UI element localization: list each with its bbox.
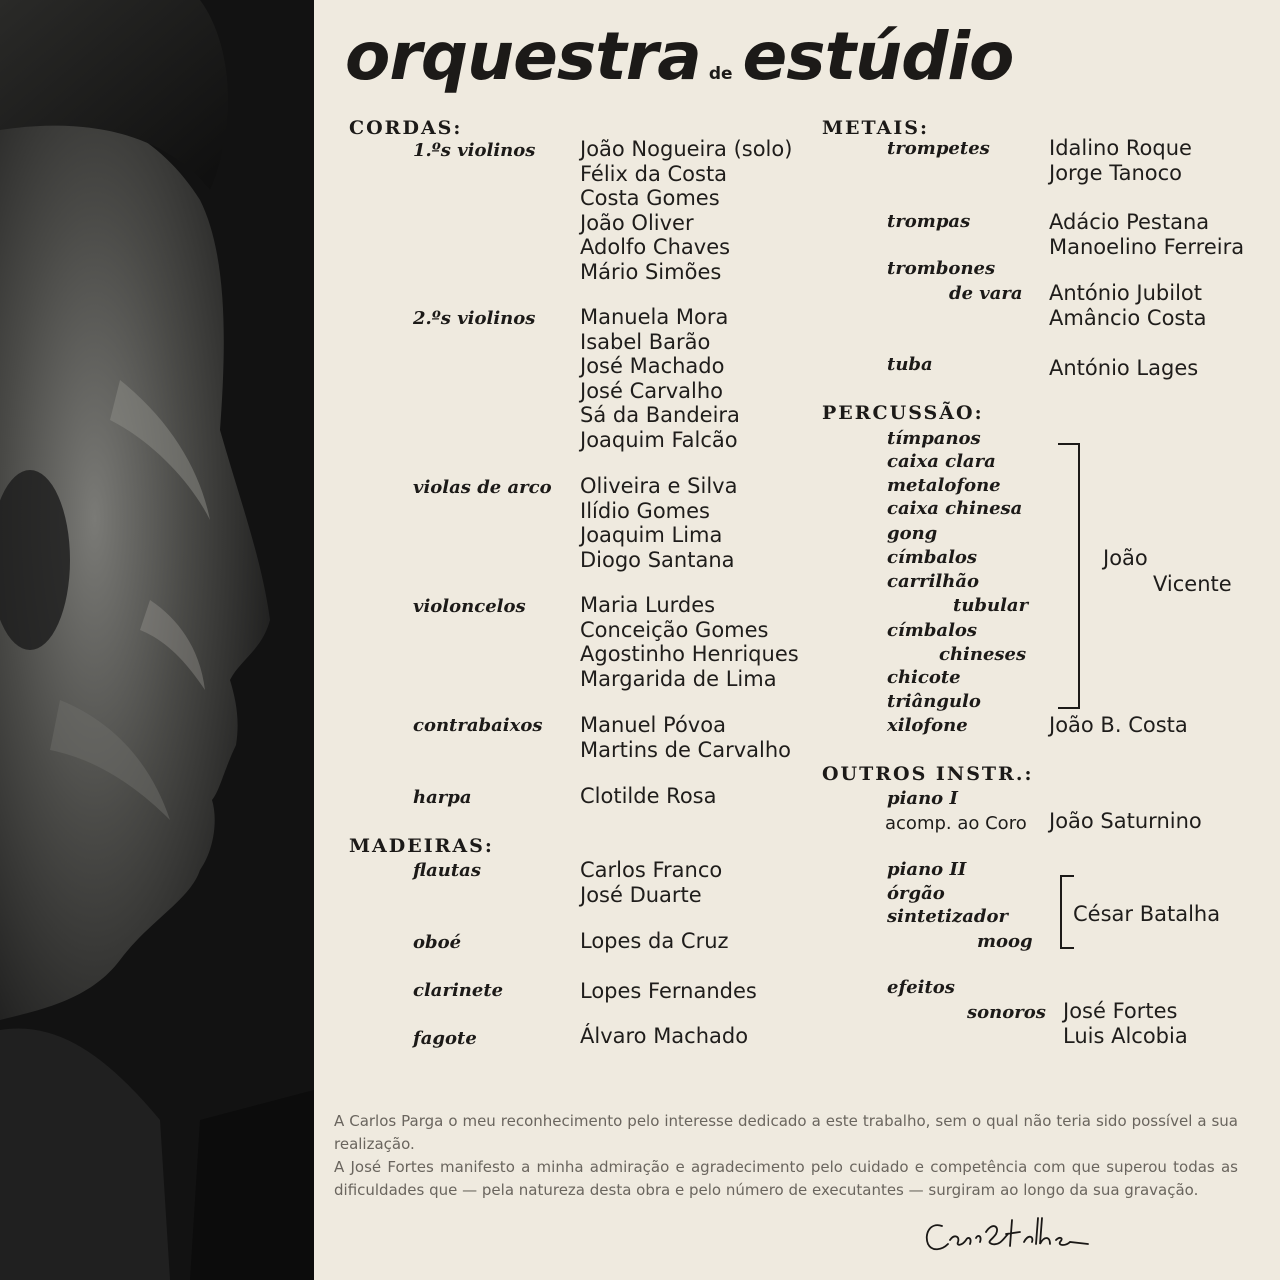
list-item: Diogo Santana — [580, 547, 735, 572]
names-violinos-1 — [580, 137, 792, 285]
profile-photo-art — [0, 0, 314, 1280]
percussion-item: tubular — [953, 595, 1029, 616]
percussion-player-first: João — [1103, 546, 1148, 570]
profile-photo — [0, 0, 314, 1280]
list-item: Isabel Barão — [580, 329, 711, 354]
list-item: Joaquim Lima — [580, 523, 723, 548]
names-efeitos — [1063, 999, 1188, 1048]
instrument-violas-de-arco: violas de arco — [413, 477, 552, 498]
list-item: Adolfo Chaves — [580, 235, 731, 260]
list-item: Costa Gomes — [580, 186, 720, 211]
list-item: Lopes Fernandes — [580, 979, 757, 1003]
list-item: Conceição Gomes — [580, 617, 769, 642]
list-item: Carlos Franco — [580, 858, 723, 882]
percussion-item: caixa clara — [887, 451, 996, 472]
list-item: Adácio Pestana — [1049, 210, 1210, 234]
instrument-contrabaixos: contrabaixos — [413, 715, 543, 736]
percussion-item: caixa chinesa — [887, 498, 1023, 519]
list-item: Ilídio Gomes — [580, 498, 710, 523]
title-word-estudio: estúdio — [742, 18, 1014, 95]
list-item: Amâncio Costa — [1049, 305, 1207, 330]
names-violas-de-arco — [580, 474, 737, 572]
percussion-item: triângulo — [887, 691, 981, 712]
keyboard-item: sintetizador — [887, 906, 1008, 927]
title-word-orquestra: orquestra — [345, 18, 701, 95]
names-trompas — [1049, 210, 1244, 259]
percussion-item: címbalos — [887, 547, 978, 568]
percussion-item: metalofone — [887, 475, 1001, 496]
acknowledgement-paragraph: A Carlos Parga o meu reconhecimento pelo interesse dedicado a este trabalho, sem o qual não teria sido possível a sua realização. — [334, 1112, 1238, 1153]
percussion-item: címbalos — [887, 620, 978, 641]
list-item: António Jubilot — [1049, 281, 1203, 305]
instrument-violoncelos: violoncelos — [413, 596, 526, 617]
instrument-violinos-2: 2.ºs violinos — [413, 308, 536, 329]
acknowledgements — [334, 1110, 1238, 1202]
list-item: José Machado — [580, 354, 725, 379]
section-madeiras: MADEIRAS: — [349, 835, 494, 857]
instrument-harpa: harpa — [413, 787, 472, 808]
list-item: João Nogueira (solo) — [580, 137, 793, 161]
names-clarinete — [580, 979, 757, 1004]
signature-scribble — [920, 1212, 1090, 1262]
list-item: Jorge Tanoco — [1049, 160, 1183, 185]
instrument-tuba: tuba — [887, 354, 933, 375]
percussion-item: carrilhão — [887, 571, 980, 592]
list-item: Félix da Costa — [580, 161, 728, 186]
names-violinos-2 — [580, 305, 740, 453]
instrument-sonoros: sonoros — [967, 1002, 1046, 1023]
instrument-piano-1-sub: acomp. ao Coro — [885, 813, 1027, 834]
keyboard-item: piano II — [887, 859, 967, 880]
keyboard-bracket — [1060, 875, 1074, 949]
list-item: Sá da Bandeira — [580, 403, 740, 428]
list-item: Manuel Póvoa — [580, 713, 726, 737]
instrument-trompetes: trompetes — [887, 138, 990, 159]
instrument-piano-1: piano I — [887, 788, 958, 809]
list-item: José Fortes — [1063, 999, 1178, 1023]
names-oboe — [580, 929, 729, 954]
list-item: Manoelino Ferreira — [1049, 234, 1245, 259]
instrument-clarinete: clarinete — [413, 980, 504, 1001]
list-item: João Oliver — [580, 210, 694, 235]
names-fagote — [580, 1024, 748, 1049]
keyboard-item: moog — [977, 931, 1033, 952]
signature — [920, 1212, 1090, 1266]
list-item: Idalino Roque — [1049, 136, 1192, 160]
list-item: Agostinho Henriques — [580, 642, 799, 667]
list-item: Manuela Mora — [580, 305, 729, 329]
instrument-de-vara: de vara — [949, 283, 1023, 304]
list-item: Oliveira e Silva — [580, 474, 738, 498]
names-trompetes — [1049, 136, 1192, 185]
percussion-player-last: Vicente — [1153, 572, 1232, 596]
list-item: Martins de Carvalho — [580, 737, 791, 762]
names-harpa — [580, 784, 716, 809]
instrument-trombones: trombones — [887, 258, 996, 279]
names-violoncelos — [580, 593, 799, 691]
percussion-item: chineses — [939, 644, 1027, 665]
list-item: José Carvalho — [580, 378, 724, 403]
section-metais: METAIS: — [822, 117, 929, 139]
list-item: Lopes da Cruz — [580, 929, 729, 953]
list-item: António Lages — [1049, 356, 1199, 380]
list-item: Clotilde Rosa — [580, 784, 717, 808]
instrument-efeitos: efeitos — [887, 977, 955, 998]
name-piano-1: João Saturnino — [1049, 809, 1202, 833]
name-xilofone: João B. Costa — [1049, 713, 1188, 737]
names-tuba — [1049, 356, 1198, 381]
instrument-xilofone: xilofone — [887, 715, 968, 736]
list-item: Luis Alcobia — [1063, 1023, 1188, 1048]
percussion-item: tímpanos — [887, 428, 981, 449]
instrument-flautas: flautas — [413, 860, 481, 881]
percussion-item: gong — [887, 523, 938, 544]
names-contrabaixos — [580, 713, 791, 762]
list-item: Joaquim Falcão — [580, 427, 738, 452]
list-item: Álvaro Machado — [580, 1024, 749, 1048]
names-flautas — [580, 858, 722, 907]
acknowledgement-paragraph: A José Fortes manifesto a minha admiração e agradecimento pelo cuidado e competência com que superou todas as dificuldades que — pela natureza desta obra e pelo número de executantes — surgiram ao longo da sua gravação. — [334, 1158, 1238, 1199]
name-keyboards: César Batalha — [1073, 902, 1221, 926]
instrument-fagote: fagote — [413, 1028, 477, 1049]
keyboard-item: órgão — [887, 883, 945, 904]
instrument-oboe: oboé — [413, 932, 462, 953]
list-item: José Duarte — [580, 882, 702, 907]
instrument-trompas: trompas — [887, 211, 971, 232]
percussion-item: chicote — [887, 667, 961, 688]
list-item: Maria Lurdes — [580, 593, 716, 617]
page-title — [345, 18, 1013, 95]
names-trombones — [1049, 281, 1206, 330]
section-outros: OUTROS INSTR.: — [822, 763, 1034, 785]
section-percussao: PERCUSSÃO: — [822, 402, 984, 424]
list-item: Margarida de Lima — [580, 666, 777, 691]
list-item: Mário Simões — [580, 259, 722, 284]
instrument-violinos-1: 1.ºs violinos — [413, 140, 536, 161]
title-joiner: de — [708, 64, 733, 84]
percussion-bracket — [1058, 443, 1080, 709]
section-cordas: CORDAS: — [349, 117, 463, 139]
